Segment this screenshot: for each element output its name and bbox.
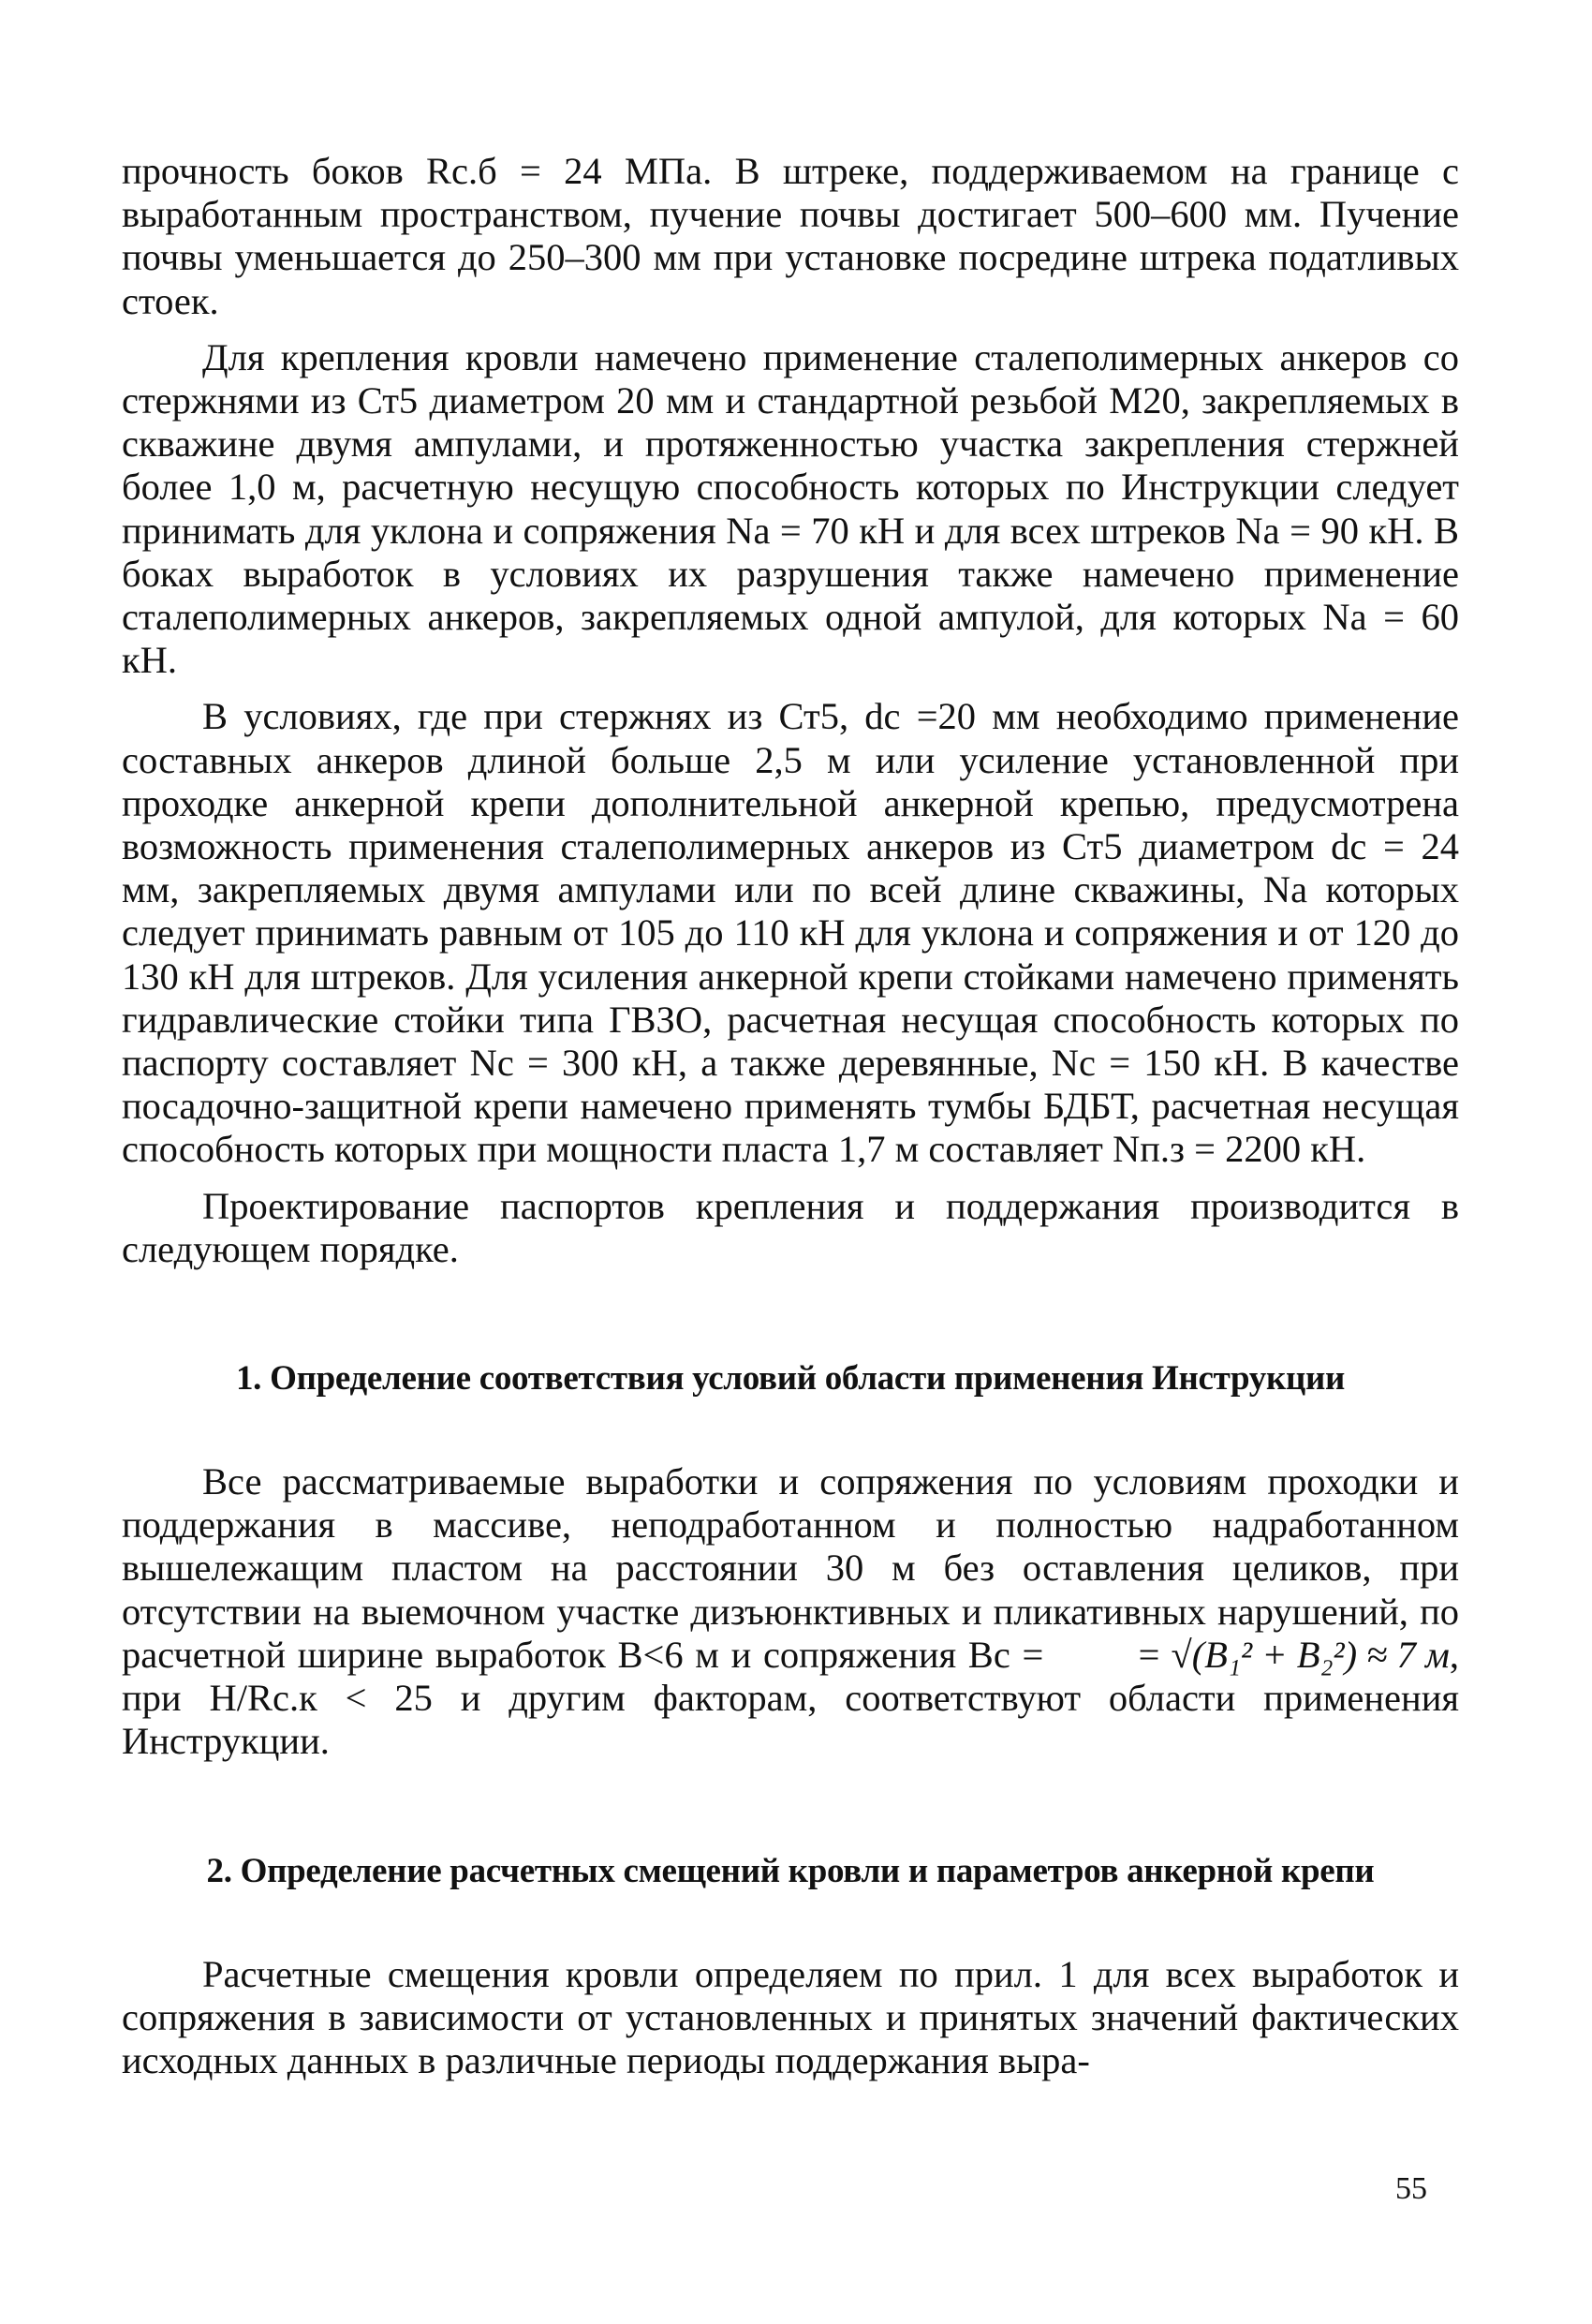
paragraph-1: прочность боков Rс.б = 24 МПа. В штреке, поддерживаемом на границе с выработанным пространством, пучение почвы достигает 500–600 мм. Пучение почвы уменьшается до 250–300 мм при установке посредине штрека податливых стоек. bbox=[122, 150, 1459, 322]
paragraph-6: Расчетные смещения кровли определяем по прил. 1 для всех выработок и сопряжения в зависимости от установленных и принятых значений фактических исходных данных в различные периоды поддержания выра- bbox=[122, 1952, 1459, 2081]
section-heading-2: 2. Определение расчетных смещений кровли и параметров анкерной крепи bbox=[206, 1851, 1375, 1890]
paragraph-5-text-a: Все рассматриваемые выработки и сопряжения по условиям проходки и поддержания в массиве, неподработанном и полностью надработанном вышележащим пластом на расстоянии 30 м без оставления целиков, при отсутствии на выемочном участке дизъюнктивных и пликативных нарушений, по расчетной ширине выработок B<6 м и сопряжения Bс = bbox=[122, 1460, 1459, 1676]
formula-sqrt: = √(B₁² + B₂²) ≈ 7 м bbox=[1136, 1633, 1450, 1676]
paragraph-3: В условиях, где при стержнях из Ст5, dс =20 мм необходимо применение составных анкеров длиной больше 2,5 м или усиление установленной при проходке анкерной крепи дополнительной анкерной крепью, предусмотрена возможность применения сталеполимерных анкеров из Ст5 диаметром dс = 24 мм, закрепляемых двумя ампулами или по всей длине скважины, Nа которых следует принимать равным от 105 до 110 кН для уклона и сопряжения и от 120 до 130 кН для штреков. Для усиления анкерной крепи стойками намечено применять гидравлические стойки типа ГВЗО, расчетная несущая способность которых по паспорту составляет Nс = 300 кН, а также деревянные, Nс = 150 кН. В качестве посадочно-защитной крепи намечено применять тумбы БДБТ, расчетная несущая способность которых при мощности пласта 1,7 м составляет Nп.з = 2200 кН. bbox=[122, 695, 1459, 1171]
paragraph-5-text-b: , при H/Rс.к < 25 и другим факторам, соответствуют области применения Инструкции. bbox=[122, 1633, 1459, 1763]
paragraph-2: Для крепления кровли намечено применение сталеполимерных анкеров со стержнями из Ст5 диаметром 20 мм и стандартной резьбой М20, закрепляемых в скважине двумя ампулами, и протяженностью участка закрепления стержней более 1,0 м, расчетную несущую способность которых по Инструкции следует принимать для уклона и сопряжения Nа = 70 кН и для всех штреков Nа = 90 кН. В боках выработок в условиях их разрушения также намечено применение сталеполимерных анкеров, закрепляемых одной ампулой, для которых Nа = 60 кН. bbox=[122, 335, 1459, 682]
page-body bbox=[122, 150, 1459, 2082]
paragraph-5 bbox=[122, 1460, 1459, 1763]
section-heading-1: 1. Определение соответствия условий области применения Инструкции bbox=[235, 1359, 1346, 1399]
page-number: 55 bbox=[1395, 2171, 1427, 2206]
paragraph-4: Проектирование паспортов крепления и поддержания производится в следующем порядке. bbox=[122, 1184, 1459, 1270]
